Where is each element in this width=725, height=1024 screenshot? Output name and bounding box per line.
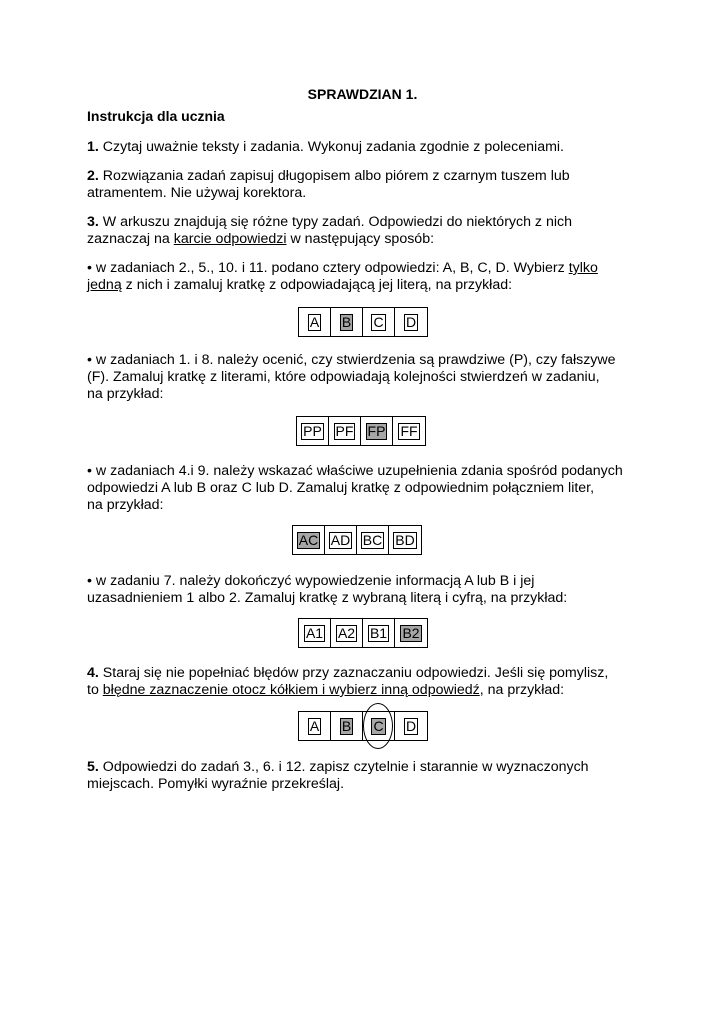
answer-cell (299, 308, 331, 336)
instruction-text: • w zadaniu 7. należy dokończyć wypowiedzenie informacją A lub B i jej (87, 573, 535, 589)
answer-cell (325, 526, 357, 554)
answer-cell (389, 526, 421, 554)
answer-box: B1 (369, 624, 388, 641)
instruction-text: odpowiedzi A lub B oraz C lub D. Zamaluj kratkę z odpowiednim połączniem liter, (87, 480, 595, 496)
answer-box: BC (362, 531, 383, 548)
instruction-1 (87, 139, 647, 156)
instruction-number: 3. (87, 214, 99, 230)
answer-cell (331, 712, 363, 740)
instruction-5 (87, 759, 687, 793)
instruction-text: • w zadaniach 4.i 9. należy wskazać właściwe uzupełnienia zdania spośród podanych (87, 463, 623, 479)
bullet-true-false (87, 352, 687, 403)
filled-answer-box: C (373, 717, 384, 734)
answer-grid-example-1 (298, 307, 428, 337)
underlined-text: błędne zaznaczenie otocz kółkiem i wybierz inną odpowiedź (102, 682, 480, 698)
filled-answer-box: B (341, 313, 352, 330)
page-title: SPRAWDZIAN 1. (307, 86, 418, 102)
instruction-number: 4. (87, 665, 99, 681)
filled-answer-box: FP (367, 422, 386, 439)
instruction-text: uzasadnieniem 1 albo 2. Zamaluj kratkę z wybraną literą i cyfrą, na przykład: (87, 590, 568, 606)
answer-cell (299, 619, 331, 647)
answer-grid-example-4 (298, 618, 428, 648)
instruction-text: Czytaj uważnie teksty i zadania. Wykonuj zadania zgodnie z poleceniami. (98, 139, 564, 155)
answer-cell (395, 712, 427, 740)
underlined-text: jedną (87, 277, 122, 293)
bullet-justification (87, 573, 687, 607)
answer-box: FF (400, 422, 418, 439)
answer-grid-example-3 (292, 525, 422, 555)
answer-box: A1 (305, 624, 324, 641)
instruction-text: • w zadaniach 1. i 8. należy ocenić, czy stwierdzenia są prawdziwe (P), czy fałszywe (87, 352, 616, 368)
answer-cell (395, 619, 427, 647)
answer-box: BD (395, 531, 415, 548)
instruction-text: to (87, 682, 103, 698)
underlined-text: tylko (568, 260, 598, 276)
answer-box: PF (335, 422, 354, 439)
answer-cell (331, 308, 363, 336)
answer-box: A (309, 717, 320, 734)
instruction-heading: Instrukcja dla ucznia (87, 108, 225, 124)
answer-cell (299, 712, 331, 740)
instruction-text: Staraj się nie popełniać błędów przy zaznaczaniu odpowiedzi. Jeśli się pomylisz, (98, 665, 609, 681)
instruction-text: • w zadaniach 2., 5., 10. i 11. podano cztery odpowiedzi: A, B, C, D. Wybierz (87, 260, 569, 276)
instruction-2 (87, 168, 647, 202)
instruction-text: na przykład: (87, 497, 164, 513)
instruction-4 (87, 665, 687, 699)
answer-box: PP (303, 422, 322, 439)
instruction-text: W arkuszu znajdują się różne typy zadań. Odpowiedzi do niektórych z nich (98, 214, 572, 230)
instruction-text: , na przykład: (479, 682, 565, 698)
instruction-number: 2. (87, 168, 99, 184)
instruction-text: w następujący sposób: (286, 231, 435, 247)
answer-cell (297, 417, 329, 445)
instruction-text: (F). Zamaluj kratkę z literami, które odpowiadają kolejności stwierdzeń w zadaniu, (87, 369, 600, 385)
answer-box: D (405, 717, 417, 734)
bullet-single-choice (87, 260, 687, 294)
answer-cell (395, 308, 427, 336)
filled-answer-box: B (341, 717, 352, 734)
answer-box: D (405, 313, 417, 330)
instruction-text: Odpowiedzi do zadań 3., 6. i 12. zapisz czytelnie i starannie w wyznaczonych (98, 759, 589, 775)
underlined-text: karcie odpowiedzi (173, 231, 287, 247)
instruction-text: na przykład: (87, 386, 164, 402)
bullet-completion (87, 463, 687, 514)
answer-cell (329, 417, 361, 445)
filled-answer-box: B2 (402, 624, 420, 641)
instruction-number: 5. (87, 759, 99, 775)
answer-box: A (309, 313, 320, 330)
answer-grid-example-5 (298, 711, 428, 741)
answer-box: AD (330, 531, 351, 548)
answer-cell (331, 619, 363, 647)
answer-cell (363, 619, 395, 647)
instruction-text: zaznaczaj na (87, 231, 174, 247)
answer-cell (363, 712, 395, 740)
instruction-text: atramentem. Nie używaj korektora. (87, 185, 307, 201)
answer-grid-example-2 (296, 416, 426, 446)
answer-cell (293, 526, 325, 554)
answer-cell (393, 417, 425, 445)
instruction-text: miejscach. Pomyłki wyraźnie przekreślaj. (87, 776, 345, 792)
answer-box: C (373, 313, 384, 330)
correction-circle (363, 703, 393, 749)
answer-box: A2 (337, 624, 356, 641)
instruction-number: 1. (87, 139, 99, 155)
filled-answer-box: AC (298, 531, 319, 548)
answer-cell (357, 526, 389, 554)
answer-cell (361, 417, 393, 445)
instruction-3 (87, 214, 647, 248)
instruction-text: z nich i zamaluj kratkę z odpowiadającą jej literą, na przykład: (121, 277, 513, 293)
instruction-text: Rozwiązania zadań zapisuj długopisem albo piórem z czarnym tuszem lub (98, 168, 570, 184)
answer-cell (363, 308, 395, 336)
